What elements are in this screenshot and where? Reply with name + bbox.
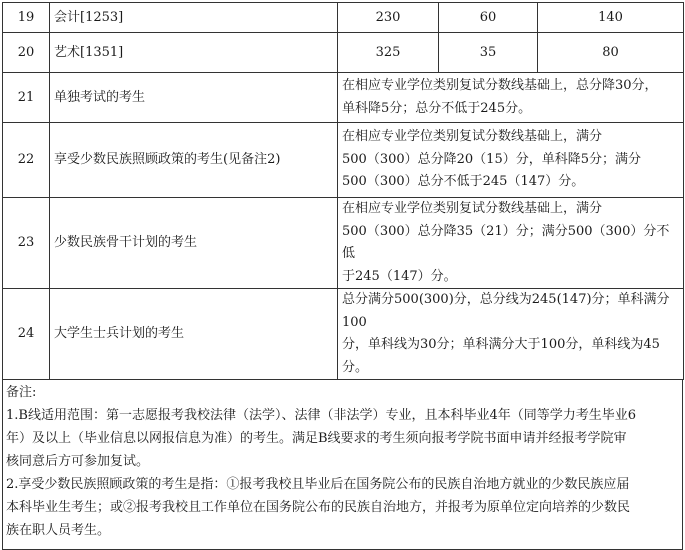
category-name: 会计[1253] <box>50 3 338 33</box>
rule-line: 在相应专业学位类别复试分数线基础上，满分 <box>342 201 603 216</box>
category-name: 单独考试的考生 <box>50 73 338 123</box>
rule-line: 在相应专业学位类别复试分数线基础上，满分 <box>342 129 603 145</box>
table-row <box>3 33 684 73</box>
category-name: 享受少数民族照顾政策的考生(见备注2) <box>50 123 338 198</box>
rule-line: 分，单科线为30分；单科满分大于100分，单科线为45 <box>342 337 660 352</box>
rule-line: 在相应专业学位类别复试分数线基础上，总分降30分， <box>342 78 658 93</box>
total-score: 230 <box>338 3 439 33</box>
table-row <box>3 73 684 123</box>
total-score: 325 <box>338 33 439 73</box>
row-number: 21 <box>3 73 50 123</box>
rule-line: 于245（147）分。 <box>342 268 457 284</box>
single-subject-score-1: 60 <box>439 3 538 33</box>
category-name: 少数民族骨干计划的考生 <box>50 198 338 289</box>
note-line: 2.享受少数民族照顾政策的考生是指：①报考我校且毕业后在国务院公布的民族自治地方就业的少数民族应届 <box>6 477 630 492</box>
row-number: 22 <box>3 123 50 198</box>
rule-line: 500（300）总分降20（15）分，单科降5分；满分 <box>342 151 641 167</box>
rule-line: 500（300）总分不低于245（147）分。 <box>342 174 585 190</box>
note-line: 族在职人员考生。 <box>6 523 111 538</box>
row-number: 20 <box>3 33 50 73</box>
row-number: 24 <box>3 289 50 380</box>
notes-heading: 备注: <box>6 385 37 400</box>
note-line: 核同意后方可参加复试。 <box>6 454 150 469</box>
rule-text <box>338 289 684 380</box>
category-name: 艺术[1351] <box>50 33 338 73</box>
note-line: 本科毕业生考生；或②报考我校且工作单位在国务院公布的民族自治地方，并报考为原单位定向培养的少数民 <box>6 500 631 515</box>
category-name: 大学生士兵计划的考生 <box>50 289 338 380</box>
rule-line: 分。 <box>342 359 369 375</box>
table-row <box>3 3 684 33</box>
rule-text <box>338 123 684 198</box>
single-subject-score-2: 80 <box>538 33 684 73</box>
score-document <box>2 2 683 538</box>
note-line: 年）及以上（毕业信息以网报信息为准）的考生。满足B线要求的考生须向报考学院书面申请并经报考学院审 <box>6 431 627 446</box>
rule-line: 单科降5分；总分不低于245分。 <box>342 100 532 116</box>
note-line: 1.B线适用范围：第一志愿报考我校法律（法学）、法律（非法学）专业，且本科毕业4年（同等学力考生毕业6 <box>6 408 636 423</box>
table-row <box>3 289 684 380</box>
row-number: 19 <box>3 3 50 33</box>
rule-line: 500（300）总分降35（21）分；满分500（300）分不低 <box>342 223 670 261</box>
single-subject-score-2: 140 <box>538 3 684 33</box>
rule-text <box>338 198 684 289</box>
notes-section <box>2 380 683 550</box>
table-row <box>3 123 684 198</box>
score-table <box>2 2 684 380</box>
rule-text <box>338 73 684 123</box>
rule-line: 总分满分500(300)分，总分线为245(147)分；单科满分100 <box>342 292 670 330</box>
row-number: 23 <box>3 198 50 289</box>
table-row <box>3 198 684 289</box>
single-subject-score-1: 35 <box>439 33 538 73</box>
